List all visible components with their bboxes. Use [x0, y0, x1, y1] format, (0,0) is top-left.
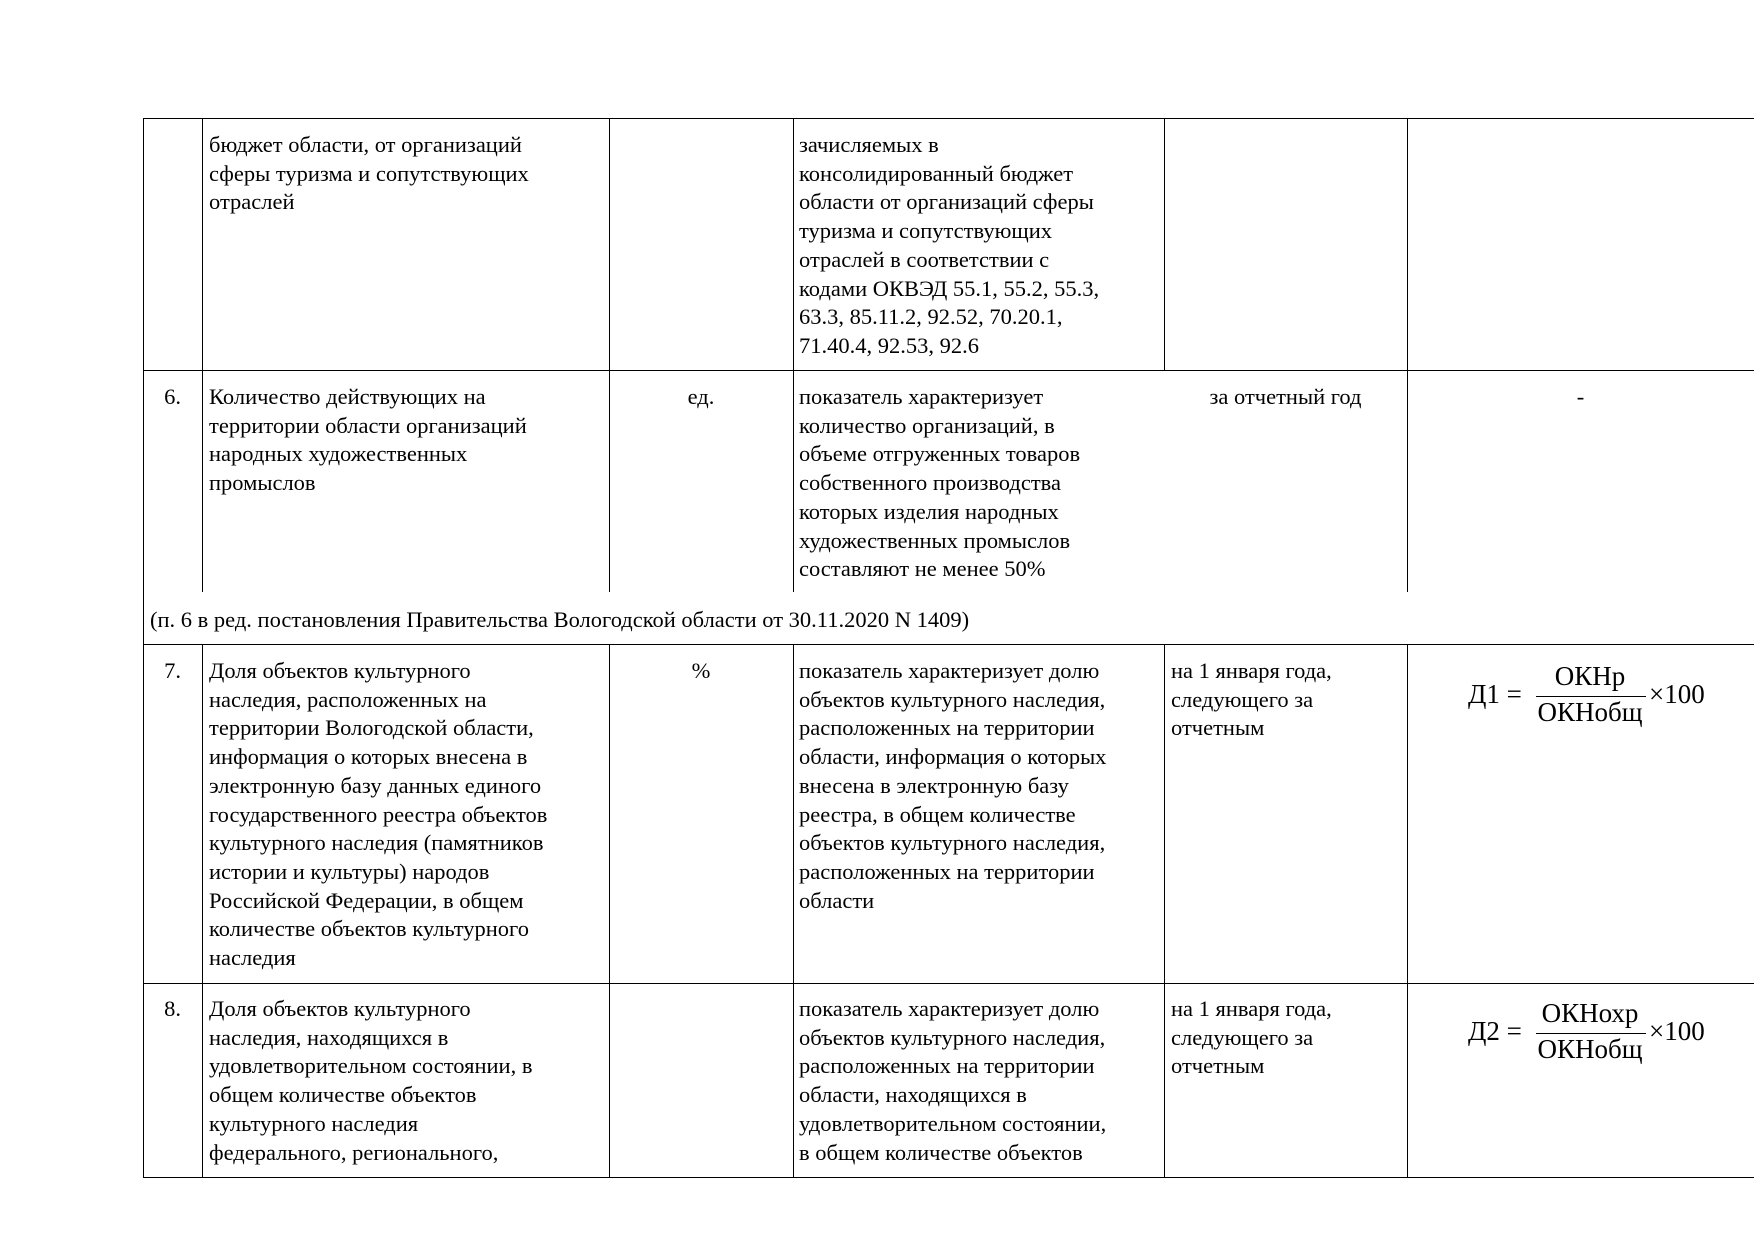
formula-denominator: ОКНобщ: [1537, 697, 1643, 727]
indicator-description: показатель характеризует количество организаций, в объеме отгруженных товаров собственного производства которых изделия народных художественных промыслов составляют не менее 50%: [799, 384, 1081, 582]
table-border-bottom: [143, 1177, 1754, 1178]
column-divider: [793, 644, 794, 1177]
formula-numerator: ОКНохр: [1541, 998, 1639, 1028]
column-divider: [793, 118, 794, 592]
unit-of-measure: %: [691, 658, 711, 683]
row-divider: [143, 644, 1754, 645]
column-divider: [1407, 644, 1408, 1177]
row-divider: [143, 370, 1754, 371]
row-number: 6.: [164, 384, 181, 409]
reporting-period: на 1 января года, следующего за отчетным: [1171, 996, 1332, 1079]
column-divider: [1407, 118, 1408, 592]
calculation-formula: -: [1576, 384, 1585, 409]
formula-lhs: Д2 =: [1468, 1016, 1522, 1046]
indicator-name: Доля объектов культурного наследия, расположенных на территории Вологодской области, информация о которых внесена в электронную базу данных единого государственного реестра объектов культурного наследия (памятников истории и культуры) народов Российской Федерации, в общем количестве объектов культурного наследия: [209, 658, 548, 971]
column-divider: [202, 644, 203, 1177]
row-number: 8.: [164, 996, 181, 1021]
indicator-description: показатель характеризует долю объектов культурного наследия, расположенных на территории области, информация о которых внесена в электронную базу реестра, в общем количестве объектов культурного наследия, расположенных на территории области: [799, 658, 1107, 913]
unit-of-measure: ед.: [687, 384, 715, 409]
indicator-name: Количество действующих на территории области организаций народных художественных промыслов: [209, 384, 527, 496]
table-border-top: [143, 118, 1754, 119]
column-divider: [609, 118, 610, 592]
column-divider: [1164, 118, 1165, 370]
column-divider: [143, 644, 144, 1177]
table-border-left: [143, 592, 144, 644]
row-number: 7.: [164, 658, 181, 683]
reporting-period: за отчетный год: [1209, 384, 1362, 409]
reporting-period: на 1 января года, следующего за отчетным: [1171, 658, 1332, 741]
calculation-formula: [1468, 661, 1728, 733]
indicator-name: бюджет области, от организаций сферы туризма и сопутствующих отраслей: [209, 132, 529, 215]
calculation-formula: [1468, 998, 1728, 1070]
formula-denominator: ОКНобщ: [1537, 1034, 1643, 1064]
formula-rhs: ×100: [1649, 1016, 1705, 1046]
column-divider: [202, 118, 203, 592]
formula-rhs: ×100: [1649, 679, 1705, 709]
amendment-note: (п. 6 в ред. постановления Правительства Вологодской области от 30.11.2020 N 1409): [150, 607, 970, 632]
column-divider: [1164, 644, 1165, 1177]
indicator-name: Доля объектов культурного наследия, находящихся в удовлетворительном состоянии, в общем количестве объектов культурного наследия федерального, регионального,: [209, 996, 533, 1165]
indicator-description: зачисляемых в консолидированный бюджет области от организаций сферы туризма и сопутствующих отраслей в соответствии с кодами ОКВЭД 55.1, 55.2, 55.3, 63.3, 85.11.2, 92.52, 70.20.1, 71.40.4, 92.53, 92.6: [799, 132, 1100, 358]
column-divider: [143, 118, 144, 592]
indicator-description: показатель характеризует долю объектов культурного наследия, расположенных на территории области, находящихся в удовлетворительном состоянии, в общем количестве объектов: [799, 996, 1107, 1165]
column-divider: [609, 644, 610, 1177]
formula-lhs: Д1 =: [1468, 679, 1522, 709]
formula-numerator: ОКНр: [1554, 661, 1626, 691]
row-divider: [143, 983, 1754, 984]
